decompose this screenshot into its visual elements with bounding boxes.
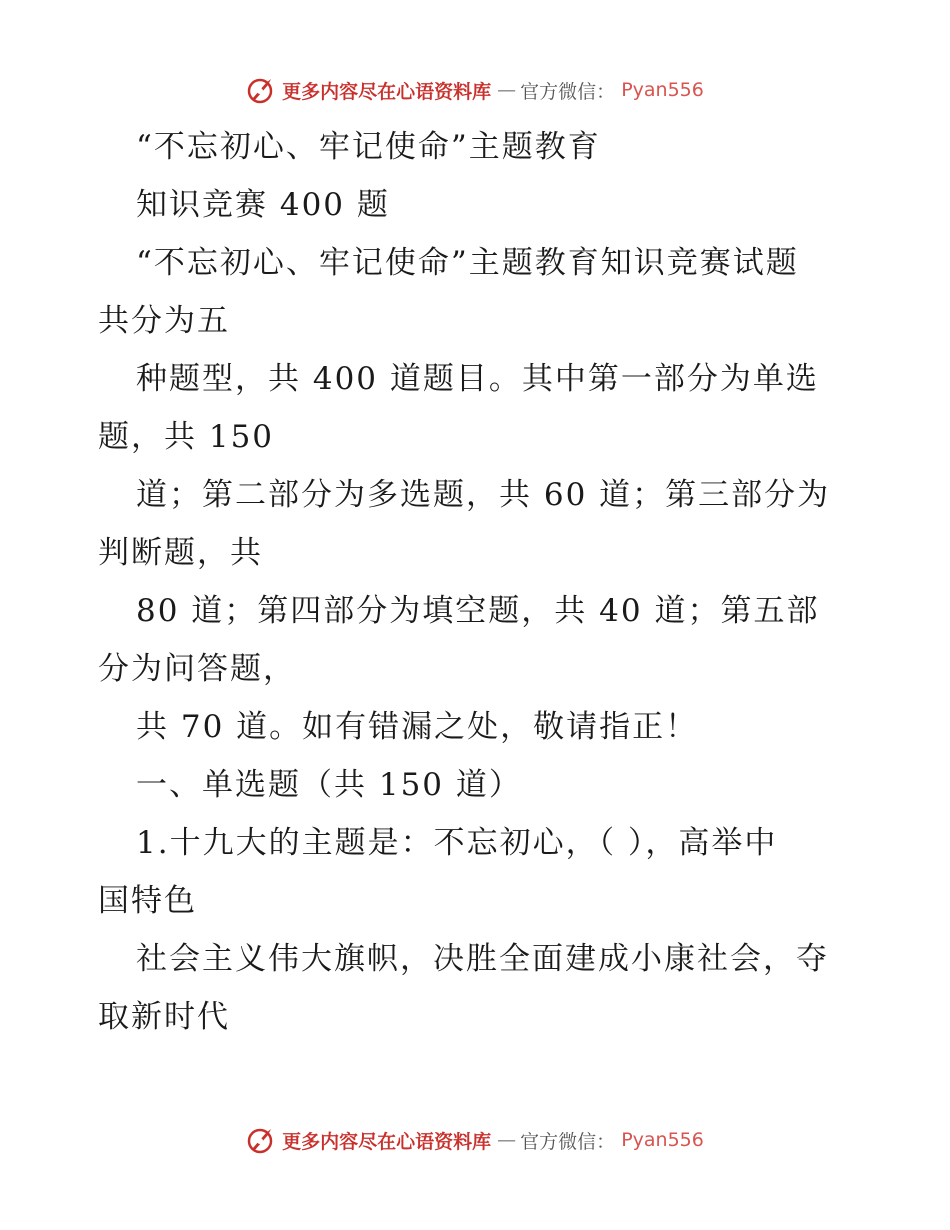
doc-paragraph-line: 题，共 150 [98,419,275,455]
doc-paragraph-line: 判断题，共 [98,535,263,571]
banner-brand-text: 更多内容尽在心语资料库 [282,1130,492,1153]
doc-paragraph-line: 道；第二部分为多选题，共 60 道；第三部分为 [136,477,831,513]
question-line: 社会主义伟大旗帜，决胜全面建成小康社会，夺 [136,941,829,977]
banner-wechat-label: 官方微信： [520,1130,616,1153]
question-line: 国特色 [98,883,197,919]
footer-watermark-banner [0,1120,950,1160]
banner-brand-text: 更多内容尽在心语资料库 [282,80,492,103]
banner-wechat-id: Pyan556 [621,1129,704,1151]
doc-paragraph-line: “不忘初心、牢记使命”主题教育知识竞赛试题 [136,245,799,281]
doc-paragraph-line: 种题型，共 400 道题目。其中第一部分为单选 [136,361,819,397]
banner-dash: — [497,79,515,101]
banner-wechat-id: Pyan556 [621,79,704,101]
brush-pen-logo-icon [246,1125,276,1155]
banner-wechat-label: 官方微信： [520,80,616,103]
doc-paragraph-line: 共分为五 [98,303,230,339]
banner-dash: — [497,1129,515,1151]
doc-title-line-2: 知识竞赛 400 题 [136,187,390,223]
brush-pen-logo-icon [246,75,276,105]
question-line: 取新时代 [98,999,230,1035]
question-line: 1.十九大的主题是：不忘初心，（ ），高举中 [136,825,778,861]
section-heading: 一、单选题（共 150 道） [136,767,522,803]
doc-title-line-1: “不忘初心、牢记使命”主题教育 [136,129,601,165]
doc-paragraph-line: 80 道；第四部分为填空题，共 40 道；第五部 [136,593,820,629]
header-watermark-banner [0,70,950,110]
document-body [98,118,868,1046]
doc-paragraph-line: 共 70 道。如有错漏之处，敬请指正！ [136,709,699,745]
doc-paragraph-line: 分为问答题， [98,651,296,687]
